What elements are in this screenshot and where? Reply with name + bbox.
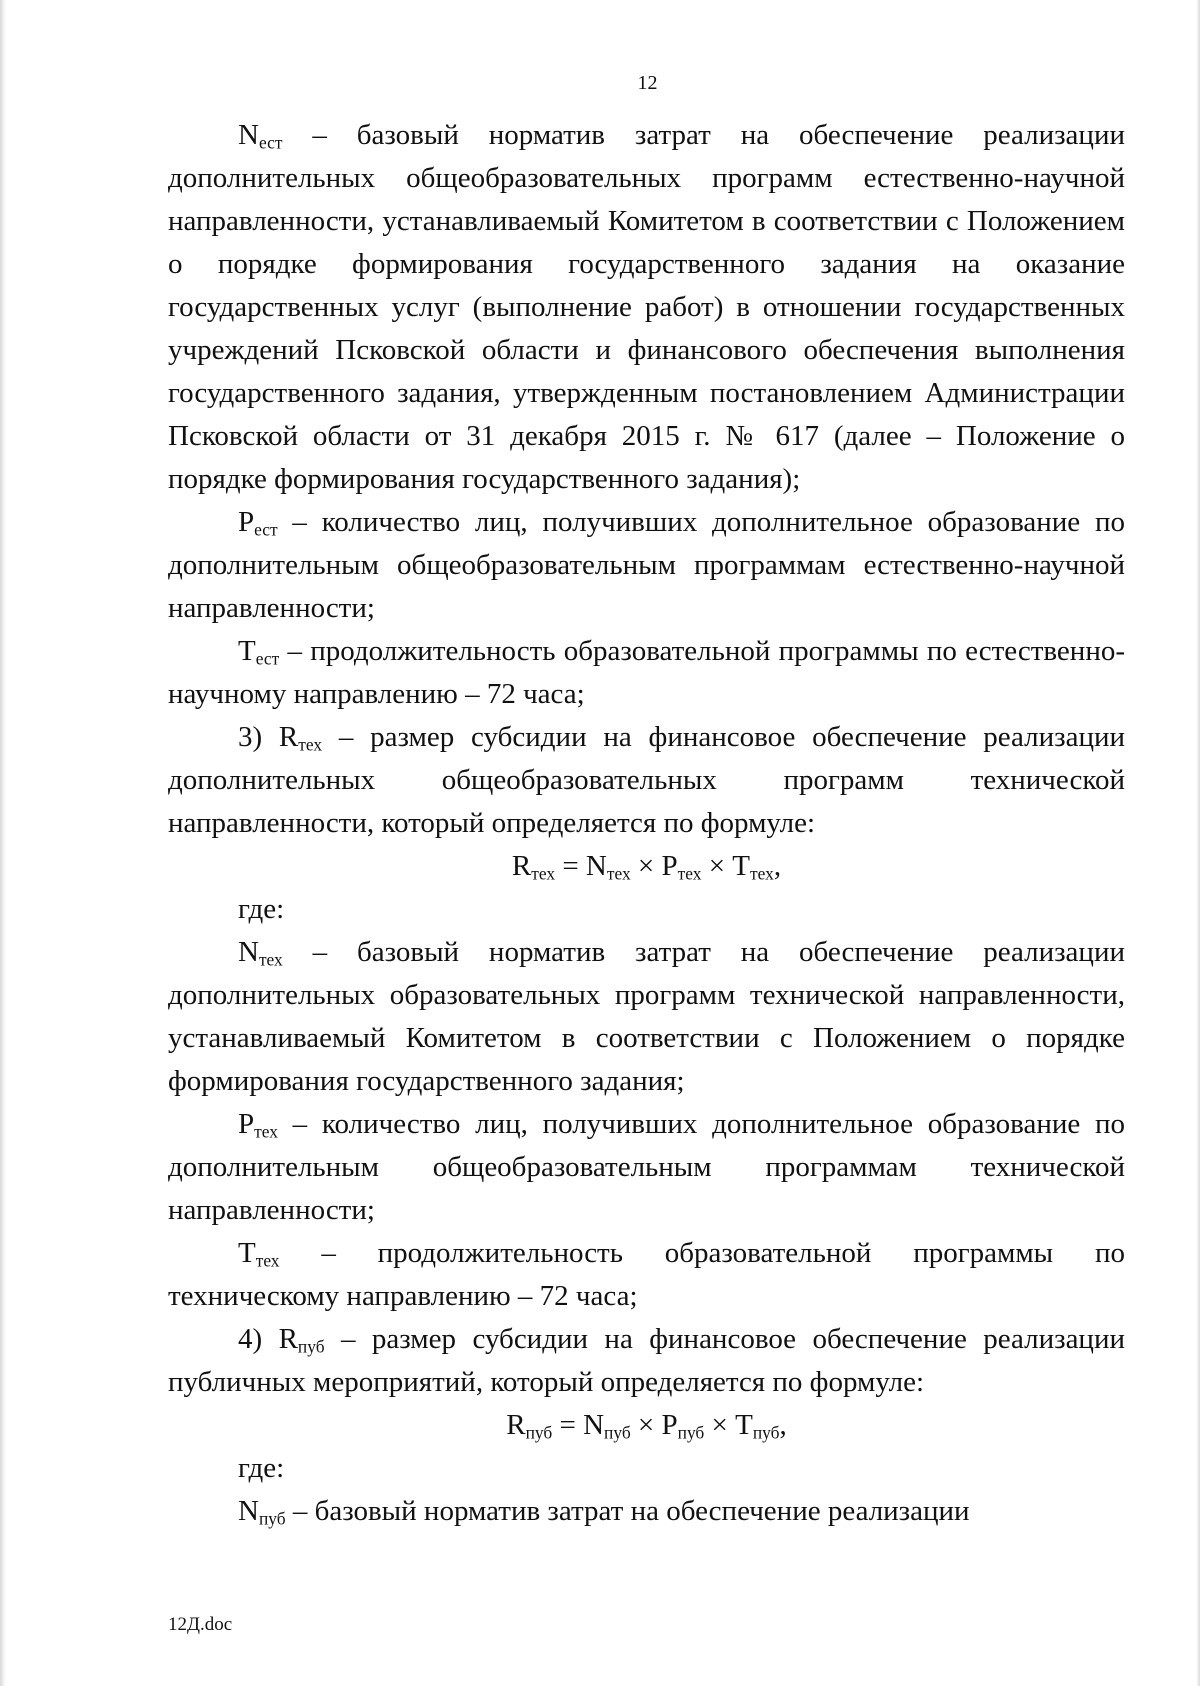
paragraph-n-pub: $N_{пуб}$ – базовый норматив затрат на обеспечение реализации: [238, 1495, 970, 1529]
formula-r-tex: $R_{тех} = N_{тех} \times P_{тех} \times T_{тех}$,: [511, 850, 782, 884]
page-number: 12: [637, 72, 658, 94]
scan-edge-right: [1196, 0, 1200, 1686]
paragraph-r-tex: 3) $R_{тех}$ – размер субсидии на финансовое обеспечение реализации дополнительных общеобразовательных программ технической направленности, который определяется по формуле:: [168, 721, 1125, 839]
paragraph-t-est: $T_{ест}$ – продолжительность образовательной программы по естественно-научному направлению – 72 часа;: [168, 635, 1125, 710]
document-body: [168, 114, 1125, 1533]
paragraph-t-tex: $T_{тех}$ – продолжительность образовательной программы по техническому направлению – 72 часа;: [168, 1237, 1125, 1312]
paragraph-where: где:: [238, 1452, 285, 1484]
paragraph-r-pub: 4) $R_{пуб}$ – размер субсидии на финансовое обеспечение реализации публичных мероприятий, который определяется по формуле:: [168, 1323, 1125, 1398]
scan-edge-left: [0, 0, 6, 1686]
paragraph-n-est: $N_{ест}$ – базовый норматив затрат на обеспечение реализации дополнительных общеобразовательных программ естественно-научной направленности, устанавливаемый Комитетом в соответствии с Положением о порядке формирования государственного задания на оказание государственных услуг (выполнение работ) в отношении государственных учреждений Псковской области и финансового обеспечения выполнения государственного задания, утвержденным постановлением Администрации Псковской области от 31 декабря 2015 г. № 617 (далее – Положение о порядке формирования государственного задания);: [168, 119, 1125, 495]
file-name-footer: 12Д.doc: [168, 1614, 233, 1635]
paragraph-where: где:: [238, 893, 285, 925]
formula-r-pub: $R_{пуб} = N_{пуб} \times P_{пуб} \times T_{пуб}$,: [506, 1409, 787, 1443]
paragraph-p-tex: $P_{тех}$ – количество лиц, получивших дополнительное образование по дополнительным общеобразовательным программам технической направленности;: [168, 1108, 1125, 1226]
paragraph-n-tex: $N_{тех}$ – базовый норматив затрат на обеспечение реализации дополнительных образовательных программ технической направленности, устанавливаемый Комитетом в соответствии с Положением о порядке формирования государственного задания;: [168, 936, 1125, 1097]
paragraph-p-est: $P_{ест}$ – количество лиц, получивших дополнительное образование по дополнительным общеобразовательным программам естественно-научной направленности;: [168, 506, 1125, 624]
